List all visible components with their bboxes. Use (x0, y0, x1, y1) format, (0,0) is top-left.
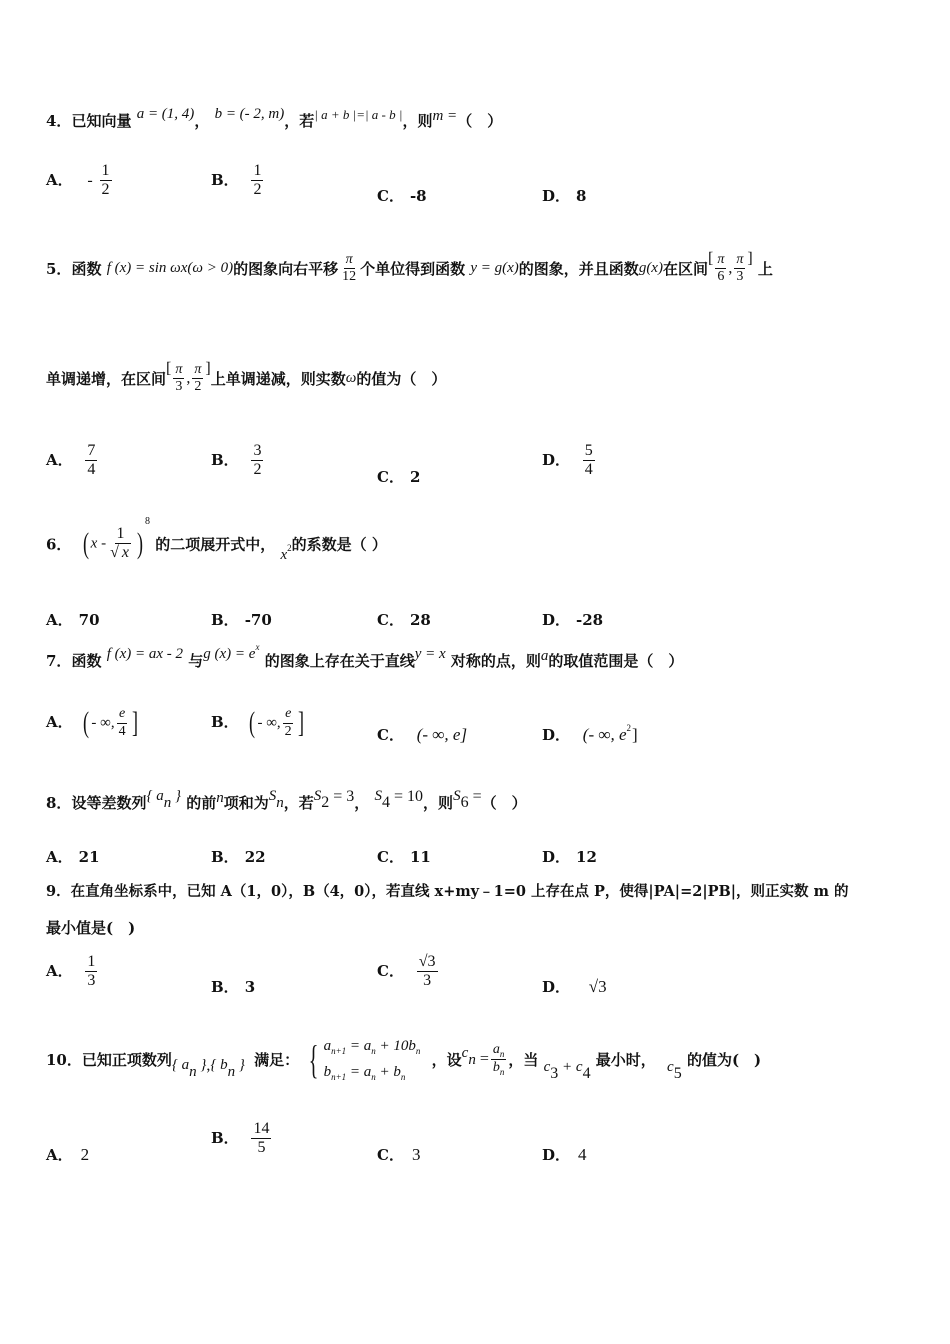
q6-option-c[interactable]: C． 28 (377, 611, 431, 629)
q8-option-d[interactable]: D． 12 (542, 848, 597, 866)
q9-option-a[interactable]: A． $\frac{1}{3}$ (46, 953, 96, 990)
q4-option-d[interactable]: D． 8 (542, 187, 587, 205)
q5-option-b[interactable]: B． $\frac{3}{2}$ (211, 442, 262, 479)
q8-option-a[interactable]: A． 21 (46, 848, 100, 866)
q10-stem: 10．已知正项数列{ $a_n$ },{ $b_n$ } 满足： { $a_{n+1} = a_n + 10b_n$ $b_{n+1} = a_n + b_n$ ，设$c_n$ = $\frac{a_n}{b_n}$ ，当 $c_3 + c_4$ 最小时， $c_5$ 的值为( ) (46, 1034, 761, 1085)
q7-stem: 7．函数 f (x) = ax - 2 与g $(x) = e^x$ 的图象上存在关于直线y = x 对称的点，则a的取值范围是（ ） (46, 641, 684, 670)
q7-option-b[interactable]: B． ( - ∞, $\frac{e}{2}$ ] (211, 706, 304, 739)
q7-option-c[interactable]: C． (- ∞, e] (377, 725, 468, 744)
q5-stem-line1: 5．函数 f (x) = sin ωx(ω > 0)的图象向右平移 $\frac{\pi}{12}$ 个单位得到函数 y = g(x)的图象，并且函数g(x)在区间[ $\frac{\pi}{6}$ , $\frac{\pi}{3}$ ] 上 (46, 249, 773, 285)
q6-option-d[interactable]: D． -28 (542, 611, 604, 629)
q10-option-b[interactable]: B． $\frac{14}{5}$ (211, 1120, 270, 1157)
recurrence-system: $a_{n+1} = a_n + 10b_n$ $b_{n+1} = a_n + b_n$ (323, 1038, 421, 1082)
q4-stem: 4．已知向量 a = (1, 4)， b = (- 2, m)，若| a + b |=| a - b |，则m =（ ） (46, 106, 503, 130)
vector-a: a = (1, 4) (136, 106, 195, 122)
q9-option-c[interactable]: C． $\frac{√3}{3}$ (377, 953, 436, 990)
q5-option-d[interactable]: D． $\frac{5}{4}$ (542, 442, 593, 479)
q5-option-c[interactable]: C． 2 (377, 468, 421, 486)
q6-stem: 6． ( x - $\frac{1}{√ x}$ )$^8$ 的二项展开式中， $x_2$的系数是（ ） (46, 516, 387, 564)
q6-option-a[interactable]: A． 70 (46, 611, 100, 629)
q10-option-c[interactable]: C． 3 (377, 1145, 421, 1164)
q10-option-d[interactable]: D． 4 (542, 1145, 587, 1164)
q6-option-b[interactable]: B． -70 (211, 611, 272, 629)
q8-stem: 8．设等差数列{ $a_n$ } 的前n项和为$S_n$，若$S_2 = 3$， $S_4 = 10$，则$S_6$ =（ ） (46, 787, 527, 812)
q4-option-c[interactable]: C． -8 (377, 187, 427, 205)
q9-option-d[interactable]: D． √3 (542, 977, 607, 996)
q7-option-a[interactable]: A． ( - ∞, $\frac{e}{4}$ ] (46, 706, 138, 739)
vector-b: b = (- 2, m) (214, 106, 285, 122)
q4-option-a[interactable]: A． - $\frac{1}{2}$ (46, 162, 110, 199)
q4-option-b[interactable]: B． $\frac{1}{2}$ (211, 162, 262, 199)
q8-option-b[interactable]: B． 22 (211, 848, 266, 866)
q5-stem-line2: 单调递增，在区间[ $\frac{\pi}{3}$ , $\frac{\pi}{2}$ ]上单调递减，则实数ω的值为（ ） (46, 359, 447, 395)
q5-option-a[interactable]: A． $\frac{7}{4}$ (46, 442, 96, 479)
norm-condition: | a + b |=| a - b | (314, 106, 403, 122)
q8-option-c[interactable]: C． 11 (377, 848, 431, 866)
q7-option-d[interactable]: D． (- ∞, $e^2$] (542, 723, 638, 744)
q10-option-a[interactable]: A． 2 (46, 1145, 90, 1164)
q9-stem-line1: 9．在直角坐标系中，已知 A（1，0），B（4，0），若直线 x+my﹣1=0 上存在点 P，使得|PA|=2|PB|，则正实数 m 的 (46, 883, 849, 900)
q9-stem-line2: 最小值是( ) (46, 919, 136, 937)
q9-option-b[interactable]: B． 3 (211, 978, 256, 996)
